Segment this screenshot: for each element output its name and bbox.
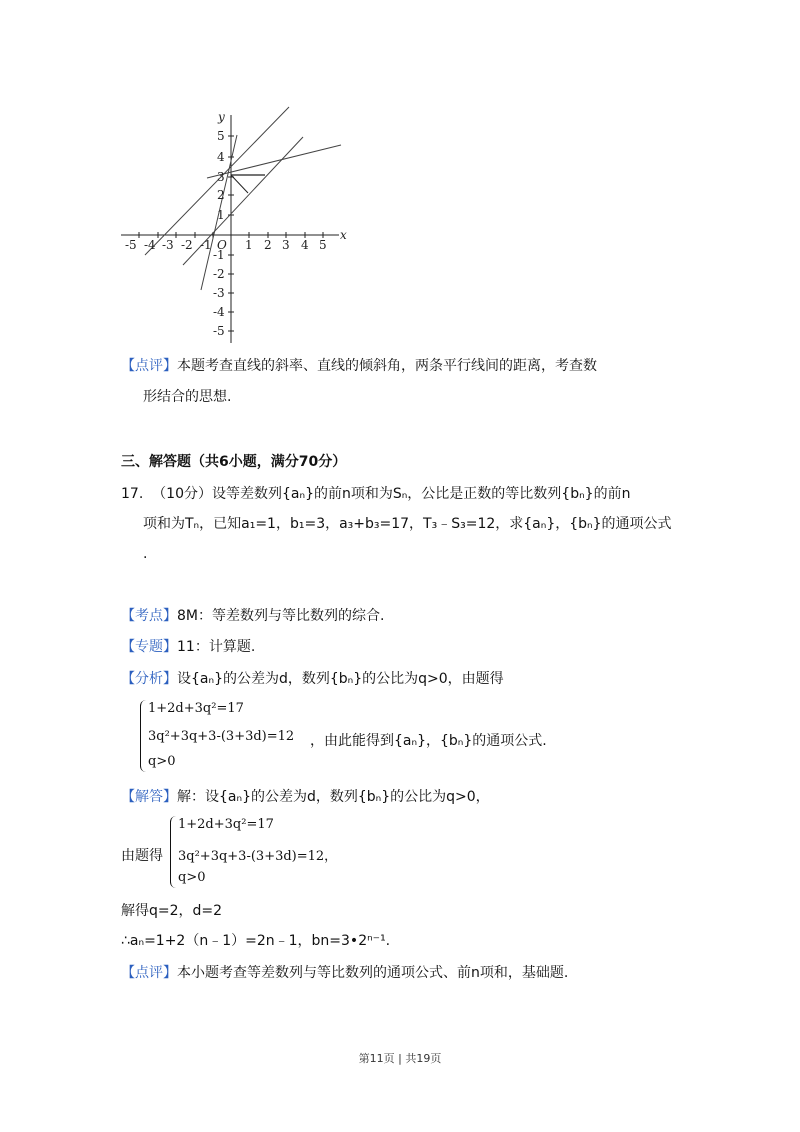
zhuanti-text: 11：计算题. <box>177 639 256 655</box>
y-tick-label: 3 <box>217 170 225 184</box>
zhuanti-line <box>121 636 255 658</box>
y-tick-label: -2 <box>213 267 225 281</box>
line-3 <box>207 145 341 178</box>
jieda-result-1: 解得q=2，d=2 <box>121 903 223 919</box>
y-tick-label: -5 <box>213 324 225 338</box>
kaodian-line <box>121 605 384 627</box>
jieda-result-2: ∴aₙ=1+2（n﹣1）=2n﹣1，bn=3•2ⁿ⁻¹. <box>121 933 391 949</box>
jieda-line <box>121 786 490 808</box>
kaodian-tag: 【考点】 <box>121 608 177 624</box>
zhuanti-tag: 【专题】 <box>121 639 177 655</box>
question-17-line-3: . <box>143 546 148 562</box>
question-text: 设等差数列{aₙ}的前n项和为Sₙ，公比是正数的等比数列{bₙ}的前n <box>212 486 631 502</box>
comment-1-line-1 <box>121 355 597 377</box>
fenxi-line <box>121 668 504 690</box>
x-tick-label: 3 <box>282 238 290 252</box>
jieda-prefix: 由题得 <box>121 848 163 864</box>
fenxi-eq-1: 1+2d+3q²=17 <box>148 701 244 716</box>
question-number: 17. <box>121 486 144 502</box>
jieda-text: 解：设{aₙ}的公差为d，数列{bₙ}的公比为q>0， <box>177 789 490 805</box>
x-tick-label: 4 <box>301 238 309 252</box>
system-brace <box>170 816 176 888</box>
comment-text: 本小题考查等差数列与等比数列的通项公式、前n项和，基础题. <box>177 965 569 981</box>
origin-label: O <box>217 238 227 252</box>
fenxi-eq-3: q>0 <box>148 754 176 769</box>
section-heading: 三、解答题（共6小题，满分70分） <box>121 454 347 470</box>
x-tick-label: -5 <box>125 238 137 252</box>
y-tick-label: -4 <box>213 305 225 319</box>
fenxi-eq-2: 3q²+3q+3-(3+3d)=12 <box>148 729 295 744</box>
coordinate-graph <box>121 105 349 343</box>
question-17-line-1 <box>121 483 630 505</box>
segment-perpendicular <box>231 175 248 193</box>
system-brace <box>140 700 146 772</box>
jieda-eq-3: q>0 <box>178 870 206 885</box>
comment-text: 本题考查直线的斜率、直线的倾斜角，两条平行线间的距离，考查数 <box>177 358 597 374</box>
jieda-eq-1: 1+2d+3q²=17 <box>178 817 274 832</box>
x-tick-label: 1 <box>245 238 253 252</box>
y-tick-label: 4 <box>217 150 225 164</box>
x-tick-label: -2 <box>181 238 193 252</box>
comment-2-line <box>121 962 568 984</box>
fenxi-text: 设{aₙ}的公差为d，数列{bₙ}的公比为q>0，由题得 <box>177 671 504 687</box>
y-axis-label: y <box>218 110 225 124</box>
y-tick-label: 5 <box>217 129 225 143</box>
y-tick-label: -1 <box>213 248 225 262</box>
x-tick-label: -4 <box>144 238 156 252</box>
jieda-eq-2: 3q²+3q+3-(3+3d)=12， <box>178 849 338 864</box>
y-tick-label: -3 <box>213 286 225 300</box>
question-17-line-2: 项和为Tₙ，已知a₁=1，b₁=3，a₃+b₃=17，T₃﹣S₃=12，求{aₙ}，{bₙ}的通项公式 <box>143 516 672 532</box>
jieda-tag: 【解答】 <box>121 789 177 805</box>
question-score: （10分） <box>152 486 212 502</box>
fenxi-tag: 【分析】 <box>121 671 177 687</box>
comment-tag: 【点评】 <box>121 358 177 374</box>
x-tick-label: 2 <box>264 238 272 252</box>
fenxi-after-text: ，由此能得到{aₙ}，{bₙ}的通项公式. <box>310 733 547 749</box>
kaodian-text: 8M：等差数列与等比数列的综合. <box>177 608 385 624</box>
y-tick-label: 2 <box>217 188 225 202</box>
graph-svg <box>121 105 349 343</box>
x-tick-label: -1 <box>200 238 212 252</box>
x-tick-label: -3 <box>162 238 174 252</box>
comment-tag: 【点评】 <box>121 965 177 981</box>
x-tick-label: 5 <box>319 238 327 252</box>
comment-1-line-2: 形结合的思想. <box>143 389 232 405</box>
y-tick-label: 1 <box>217 208 225 222</box>
x-axis-label: x <box>340 228 347 242</box>
page-footer: 第11页 | 共19页 <box>358 1052 442 1065</box>
